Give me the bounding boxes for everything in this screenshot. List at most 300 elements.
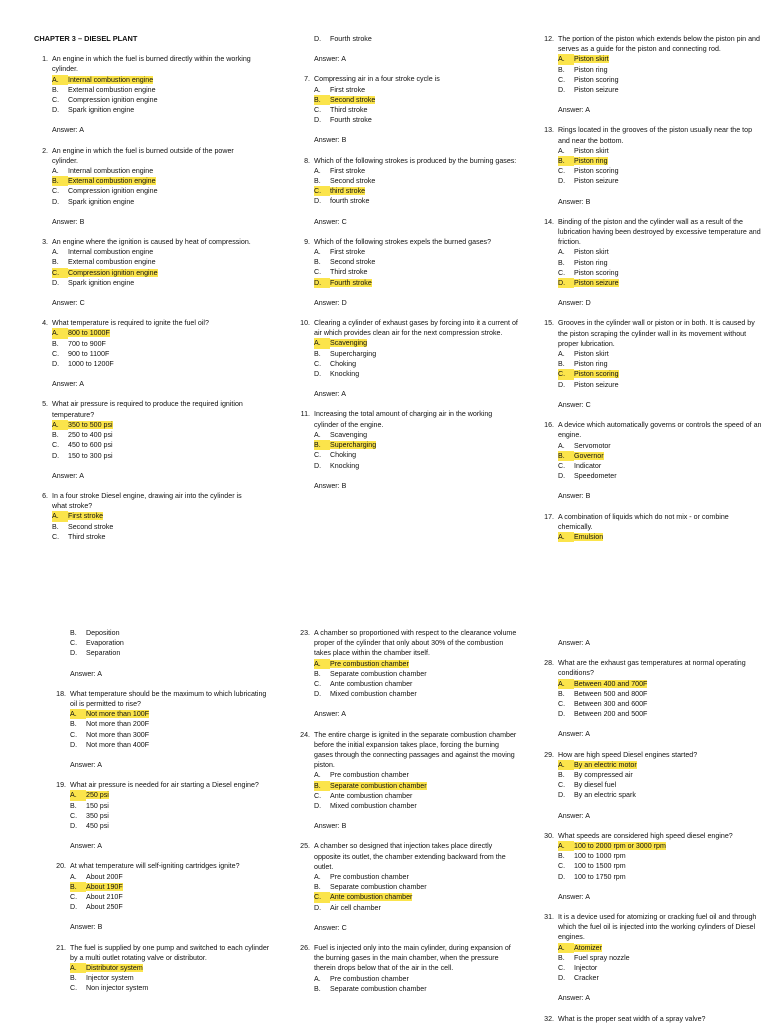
option-text: Spark ignition engine bbox=[68, 197, 135, 206]
option-letter: D. bbox=[70, 649, 78, 658]
answer-option bbox=[558, 380, 762, 390]
option-text: 100 to 1500 rpm bbox=[574, 862, 626, 871]
question-item bbox=[540, 318, 762, 410]
option-letter: C. bbox=[70, 984, 78, 993]
option-text: Non injector system bbox=[86, 984, 149, 993]
option-letter: C. bbox=[52, 349, 60, 358]
answer-option bbox=[70, 628, 274, 638]
option-letter: D. bbox=[558, 86, 566, 95]
option-letter: C. bbox=[558, 369, 574, 379]
column-1 bbox=[52, 628, 274, 994]
option-text: 450 to 600 psi bbox=[68, 441, 113, 450]
answer-option bbox=[314, 781, 518, 791]
answer-option bbox=[52, 197, 256, 207]
option-text: 700 to 900F bbox=[68, 339, 106, 348]
question-stem: Which of the following strokes is produced by the burning gases: bbox=[314, 156, 517, 165]
option-letter: D. bbox=[70, 822, 78, 831]
option-letter: B. bbox=[70, 629, 77, 637]
question-number: 32. bbox=[544, 1014, 554, 1023]
option-text-highlighted: 350 to 500 psi bbox=[68, 420, 113, 429]
question-stem: What temperature should be the maximum to which lubricating oil is permitted to rise? bbox=[70, 689, 267, 709]
option-letter: C. bbox=[558, 167, 566, 176]
answer-option bbox=[558, 780, 762, 790]
option-text: Mixed combustion chamber bbox=[330, 802, 417, 811]
option-letter: D. bbox=[314, 370, 322, 379]
option-letter: C. bbox=[52, 441, 60, 450]
question-stem: A device which automatically governs or controls the speed of an engine. bbox=[558, 421, 762, 440]
question-stem: Clearing a cylinder of exhaust gases by forcing into it a current of air which provides clean air for the next compression stroke. bbox=[314, 319, 518, 338]
option-text-highlighted: Distributor system bbox=[86, 964, 143, 973]
answer-option bbox=[70, 709, 274, 719]
option-letter: A. bbox=[314, 166, 321, 175]
answer-option bbox=[314, 278, 518, 288]
option-text: Piston seizure bbox=[574, 380, 619, 389]
column-1 bbox=[34, 34, 256, 542]
question-number: 17. bbox=[544, 512, 554, 521]
answer-option bbox=[52, 440, 256, 450]
option-text: Piston scoring bbox=[574, 268, 619, 277]
option-letter: C. bbox=[314, 680, 322, 689]
option-letter: A. bbox=[314, 85, 321, 94]
option-letter: D. bbox=[70, 903, 78, 912]
answer-option bbox=[52, 430, 256, 440]
option-letter: D. bbox=[52, 106, 60, 115]
option-letter: A. bbox=[314, 338, 330, 348]
option-letter: A. bbox=[70, 872, 77, 881]
answer-option bbox=[52, 420, 256, 430]
question-stem: In a four stroke Diesel engine, drawing air into the cylinder is what stroke? bbox=[52, 491, 242, 511]
question-stem: What is the proper seat width of a spray valve? bbox=[558, 1014, 706, 1023]
option-letter: A. bbox=[314, 873, 321, 882]
option-letter: B. bbox=[314, 440, 330, 450]
option-text: Fuel spray nozzle bbox=[574, 953, 630, 962]
question-stem: An engine in which the fuel is burned directly within the working cylinder. bbox=[52, 55, 251, 74]
option-letter: A. bbox=[52, 420, 68, 430]
answer-option bbox=[70, 730, 274, 740]
option-text-highlighted: Piston scoring bbox=[574, 370, 619, 379]
option-letter: D. bbox=[558, 177, 566, 186]
option-text-highlighted: By an electric motor bbox=[574, 760, 637, 769]
answer-option bbox=[52, 85, 256, 95]
answer-key: Answer: A bbox=[52, 126, 84, 135]
answer-option bbox=[314, 105, 518, 115]
answer-option bbox=[558, 65, 762, 75]
option-text: 900 to 1100F bbox=[68, 349, 110, 358]
option-letter: C. bbox=[70, 893, 78, 902]
answer-option bbox=[70, 963, 274, 973]
option-letter: C. bbox=[52, 268, 68, 278]
option-letter: B. bbox=[314, 349, 321, 358]
question-number: 16. bbox=[544, 421, 554, 430]
option-letter: D. bbox=[314, 116, 322, 125]
option-letter: A. bbox=[558, 532, 574, 542]
option-text: 150 to 300 psi bbox=[68, 451, 113, 460]
answer-option bbox=[314, 257, 518, 267]
option-text: By diesel fuel bbox=[574, 781, 617, 790]
option-letter: B. bbox=[314, 258, 321, 267]
option-letter: C. bbox=[52, 532, 60, 541]
option-text: Indicator bbox=[574, 461, 602, 470]
question-stem: The fuel is supplied by one pump and switched to each cylinder by a multi outlet rotating valve or distributor. bbox=[70, 943, 270, 962]
option-text-highlighted: Between 400 and 700F bbox=[574, 679, 648, 688]
option-text: Piston ring bbox=[574, 258, 608, 267]
question-stem: What air pressure is needed for air starting a Diesel engine? bbox=[70, 781, 259, 790]
answer-option bbox=[558, 841, 762, 851]
answer-key: Answer: A bbox=[70, 669, 102, 678]
option-letter: A. bbox=[52, 248, 59, 257]
answer-option bbox=[52, 95, 256, 105]
option-text: Spark ignition engine bbox=[68, 106, 135, 115]
option-text-highlighted: About 190F bbox=[86, 882, 123, 891]
option-text: Speedometer bbox=[574, 472, 617, 481]
option-letter: C. bbox=[558, 268, 566, 277]
option-text: Fourth stroke bbox=[330, 35, 372, 43]
answer-option bbox=[314, 770, 518, 780]
option-text: Ante combustion chamber bbox=[330, 680, 413, 689]
question-item bbox=[296, 943, 518, 994]
question-number: 1. bbox=[42, 55, 48, 64]
question-item bbox=[296, 318, 518, 399]
answer-option bbox=[558, 471, 762, 481]
option-text: Piston seizure bbox=[574, 177, 619, 186]
option-text: Deposition bbox=[86, 629, 120, 637]
option-letter: B. bbox=[70, 720, 77, 729]
option-letter: D. bbox=[314, 802, 322, 811]
option-text: External combustion engine bbox=[68, 85, 156, 94]
option-letter: A. bbox=[314, 430, 321, 439]
question-number: 24. bbox=[300, 730, 310, 739]
answer-option bbox=[314, 903, 518, 913]
option-letter: D. bbox=[558, 791, 566, 800]
answer-option bbox=[314, 430, 518, 440]
answer-option bbox=[314, 801, 518, 811]
option-text-highlighted: Piston skirt bbox=[574, 55, 609, 64]
question-number: 18. bbox=[56, 689, 66, 698]
answer-key: Answer: C bbox=[314, 923, 347, 932]
question-item bbox=[296, 841, 518, 933]
answer-option bbox=[70, 892, 274, 902]
question-list bbox=[540, 34, 762, 542]
question-stem: An engine in which the fuel is burned outside of the power cylinder. bbox=[52, 146, 234, 165]
option-text-highlighted: Governor bbox=[574, 451, 604, 460]
option-text: Piston skirt bbox=[574, 146, 609, 155]
answer-option bbox=[314, 85, 518, 95]
option-letter: D. bbox=[314, 197, 322, 206]
answer-option bbox=[558, 709, 762, 719]
option-letter: B. bbox=[70, 882, 86, 892]
option-text-highlighted: Compression ignition engine bbox=[68, 268, 158, 277]
answer-option bbox=[52, 166, 256, 176]
question-stem: A combination of liquids which do not mix - or combine chemically. bbox=[558, 512, 729, 531]
answer-option bbox=[70, 790, 274, 800]
question-number: 9. bbox=[304, 237, 310, 246]
question-stem: It is a device used for atomizing or cracking fuel oil and through which the fuel oil is injected into the working cylinders of Diesel engines. bbox=[558, 913, 757, 942]
answer-key: Answer: A bbox=[558, 106, 590, 115]
answer-option bbox=[314, 461, 518, 471]
option-letter: C. bbox=[558, 461, 566, 470]
question-stem: Fuel is injected only into the main cylinder, during expansion of the burning gases in the main chamber, when the pressure therein drops below that of the air in the cell. bbox=[314, 944, 511, 973]
option-text: Scavenging bbox=[330, 430, 368, 439]
answer-option bbox=[558, 943, 762, 953]
option-text: 250 to 400 psi bbox=[68, 431, 113, 440]
question-number: 19. bbox=[56, 781, 66, 790]
answer-option bbox=[52, 176, 256, 186]
answer-key: Answer: C bbox=[52, 299, 85, 308]
answer-option bbox=[558, 851, 762, 861]
option-letter: B. bbox=[558, 771, 565, 780]
option-letter: D. bbox=[70, 740, 78, 749]
option-text: External combustion engine bbox=[68, 258, 156, 267]
answer-option bbox=[314, 166, 518, 176]
answer-option bbox=[314, 267, 518, 277]
option-text-highlighted: third stroke bbox=[330, 187, 366, 196]
answer-option bbox=[70, 821, 274, 831]
option-letter: D. bbox=[52, 360, 60, 369]
answer-key: Answer: B bbox=[314, 481, 347, 490]
answer-key: Answer: B bbox=[52, 217, 85, 226]
answer-key: Answer: A bbox=[52, 380, 84, 389]
option-text: Second stroke bbox=[330, 177, 376, 186]
option-text: 350 psi bbox=[86, 811, 109, 820]
question-stem: What air pressure is required to produce the required ignition temperature? bbox=[52, 400, 243, 419]
answer-option bbox=[314, 186, 518, 196]
option-text: Knocking bbox=[330, 370, 360, 379]
question-item bbox=[296, 156, 518, 227]
answer-option bbox=[314, 974, 518, 984]
answer-option bbox=[314, 359, 518, 369]
answer-option bbox=[70, 872, 274, 882]
answer-key: Answer: A bbox=[314, 55, 346, 64]
question-item bbox=[540, 217, 762, 309]
question-item bbox=[52, 689, 274, 770]
question-item bbox=[52, 861, 274, 932]
question-number: 25. bbox=[300, 842, 310, 851]
answer-key: Answer: A bbox=[558, 730, 590, 739]
answer-key: Answer: C bbox=[558, 400, 591, 409]
option-letter: B. bbox=[52, 522, 59, 531]
option-letter: B. bbox=[52, 431, 59, 440]
answer-option bbox=[314, 892, 518, 902]
answer-option bbox=[314, 95, 518, 105]
option-letter: C. bbox=[314, 106, 322, 115]
answer-key: Answer: A bbox=[558, 892, 590, 901]
answer-option bbox=[314, 349, 518, 359]
question-item bbox=[34, 237, 256, 308]
question-number: 21. bbox=[56, 943, 66, 952]
option-letter: B. bbox=[558, 360, 565, 369]
option-text: Injector bbox=[574, 964, 598, 973]
question-number: 15. bbox=[544, 319, 554, 328]
question-stem: At what temperature will self-igniting cartridges ignite? bbox=[70, 862, 240, 871]
option-letter: C. bbox=[558, 862, 566, 871]
option-letter: A. bbox=[314, 248, 321, 257]
option-letter: D. bbox=[558, 278, 574, 288]
answer-option bbox=[52, 278, 256, 288]
answer-option bbox=[70, 648, 274, 658]
question-item bbox=[540, 34, 762, 115]
option-text: Evaporation bbox=[86, 639, 124, 648]
answer-option bbox=[558, 461, 762, 471]
option-text: Piston skirt bbox=[574, 350, 609, 359]
answer-option bbox=[52, 257, 256, 267]
option-letter: C. bbox=[52, 96, 60, 105]
option-text: Piston seizure bbox=[574, 86, 619, 95]
option-letter: D. bbox=[314, 690, 322, 699]
option-letter: B. bbox=[558, 65, 565, 74]
option-letter: A. bbox=[558, 943, 574, 953]
answer-option bbox=[52, 268, 256, 278]
option-letter: A. bbox=[70, 963, 86, 973]
answer-option bbox=[558, 770, 762, 780]
question-number: 4. bbox=[42, 319, 48, 328]
option-text-highlighted: 100 to 2000 rpm or 3000 rpm bbox=[574, 842, 666, 851]
option-letter: C. bbox=[70, 730, 78, 739]
question-number: 28. bbox=[544, 659, 554, 668]
option-text: Piston scoring bbox=[574, 75, 619, 84]
answer-option bbox=[70, 801, 274, 811]
option-letter: A. bbox=[70, 709, 86, 719]
option-letter: A. bbox=[52, 167, 59, 176]
answer-option bbox=[70, 719, 274, 729]
question-continuation bbox=[540, 638, 762, 648]
option-letter: C. bbox=[314, 791, 322, 800]
option-letter: C. bbox=[314, 451, 322, 460]
column-2 bbox=[296, 34, 518, 501]
question-number: 3. bbox=[42, 238, 48, 247]
answer-option bbox=[314, 34, 518, 44]
option-letter: A. bbox=[558, 760, 574, 770]
answer-option bbox=[314, 450, 518, 460]
option-text: Internal combustion engine bbox=[68, 167, 154, 176]
option-text: About 210F bbox=[86, 893, 123, 902]
answer-option bbox=[558, 699, 762, 709]
option-letter: A. bbox=[558, 146, 565, 155]
question-number: 20. bbox=[56, 862, 66, 871]
option-letter: D. bbox=[52, 451, 60, 460]
question-item bbox=[34, 318, 256, 389]
option-letter: D. bbox=[558, 380, 566, 389]
option-letter: B. bbox=[52, 176, 68, 186]
option-letter: A. bbox=[52, 511, 68, 521]
question-number: 8. bbox=[304, 156, 310, 165]
question-item bbox=[34, 54, 256, 135]
option-text-highlighted: Fourth stroke bbox=[330, 278, 372, 287]
option-text-highlighted: Atomizer bbox=[574, 943, 602, 952]
answer-option bbox=[558, 54, 762, 64]
option-text: Supercharging bbox=[330, 349, 377, 358]
option-text-highlighted: Internal combustion engine bbox=[68, 75, 154, 84]
answer-option bbox=[558, 973, 762, 983]
column-3 bbox=[540, 628, 762, 1024]
question-item bbox=[296, 74, 518, 145]
answer-option bbox=[558, 953, 762, 963]
answer-option bbox=[558, 146, 762, 156]
option-text: Choking bbox=[330, 451, 357, 460]
answer-option bbox=[314, 196, 518, 206]
answer-option bbox=[558, 451, 762, 461]
answer-option bbox=[70, 973, 274, 983]
option-text-highlighted: Piston ring bbox=[574, 157, 608, 166]
question-item bbox=[540, 1014, 762, 1024]
question-stem: Which of the following strokes expels the burned gases? bbox=[314, 237, 492, 246]
option-text: fourth stroke bbox=[330, 197, 370, 206]
question-stem: The portion of the piston which extends below the piston pin and serves as a guide for the piston and connecting rod. bbox=[558, 35, 760, 54]
option-letter: C. bbox=[558, 964, 566, 973]
option-text: Second stroke bbox=[68, 522, 114, 531]
option-text: Second stroke bbox=[330, 258, 376, 267]
option-text-highlighted: First stroke bbox=[68, 512, 104, 521]
option-text: Mixed combustion chamber bbox=[330, 690, 417, 699]
option-text: Third stroke bbox=[68, 532, 106, 541]
option-letter: D. bbox=[314, 903, 322, 912]
question-item bbox=[34, 399, 256, 480]
question-item bbox=[540, 658, 762, 739]
answer-option bbox=[314, 659, 518, 669]
chapter-title: CHAPTER 3 – DIESEL PLANT bbox=[34, 34, 138, 43]
answer-option bbox=[314, 115, 518, 125]
option-text: Air cell chamber bbox=[330, 903, 381, 912]
answer-option bbox=[558, 85, 762, 95]
option-text: 1000 to 1200F bbox=[68, 360, 114, 369]
question-item bbox=[296, 237, 518, 308]
option-letter: B. bbox=[314, 669, 321, 678]
answer-option bbox=[558, 359, 762, 369]
option-text: First stroke bbox=[330, 248, 366, 257]
answer-option bbox=[558, 268, 762, 278]
option-letter: B. bbox=[558, 156, 574, 166]
question-item bbox=[52, 943, 274, 994]
page-2 bbox=[0, 512, 768, 1024]
answer-option bbox=[558, 349, 762, 359]
option-text-highlighted: Not more than 100F bbox=[86, 710, 150, 719]
answer-option bbox=[70, 882, 274, 892]
option-letter: C. bbox=[558, 700, 566, 709]
option-letter: B. bbox=[70, 801, 77, 810]
option-text-highlighted: Ante combustion chamber bbox=[330, 893, 413, 902]
option-letter: C. bbox=[314, 359, 322, 368]
option-text: About 250F bbox=[86, 903, 123, 912]
option-letter: C. bbox=[558, 75, 566, 84]
option-text: Not more than 300F bbox=[86, 730, 150, 739]
answer-key: Answer: B bbox=[558, 492, 591, 501]
option-text: 450 psi bbox=[86, 822, 109, 831]
question-stem: An engine where the ignition is caused by heat of compression. bbox=[52, 238, 251, 247]
question-number: 6. bbox=[42, 491, 48, 500]
column-2 bbox=[296, 628, 518, 994]
answer-option bbox=[314, 679, 518, 689]
question-item bbox=[34, 146, 256, 227]
option-text: Separate combustion chamber bbox=[330, 669, 427, 678]
option-text-highlighted: 250 psi bbox=[86, 791, 109, 800]
question-item bbox=[296, 409, 518, 490]
option-letter: D. bbox=[558, 710, 566, 719]
option-text: Fourth stroke bbox=[330, 116, 372, 125]
question-stem: What are the exhaust gas temperatures at normal operating conditions? bbox=[558, 659, 746, 678]
option-text: Piston ring bbox=[574, 360, 608, 369]
option-letter: D. bbox=[314, 278, 330, 288]
question-number: 12. bbox=[544, 35, 554, 43]
option-letter: C. bbox=[70, 639, 78, 648]
option-text-highlighted: Emulsion bbox=[574, 532, 604, 541]
option-text: By compressed air bbox=[574, 771, 633, 780]
answer-option bbox=[558, 156, 762, 166]
question-continuation bbox=[52, 628, 274, 679]
question-list bbox=[296, 628, 518, 994]
option-text: Piston skirt bbox=[574, 248, 609, 257]
option-letter: C. bbox=[314, 268, 322, 277]
answer-key: Answer: B bbox=[70, 923, 103, 932]
question-number: 26. bbox=[300, 944, 310, 953]
